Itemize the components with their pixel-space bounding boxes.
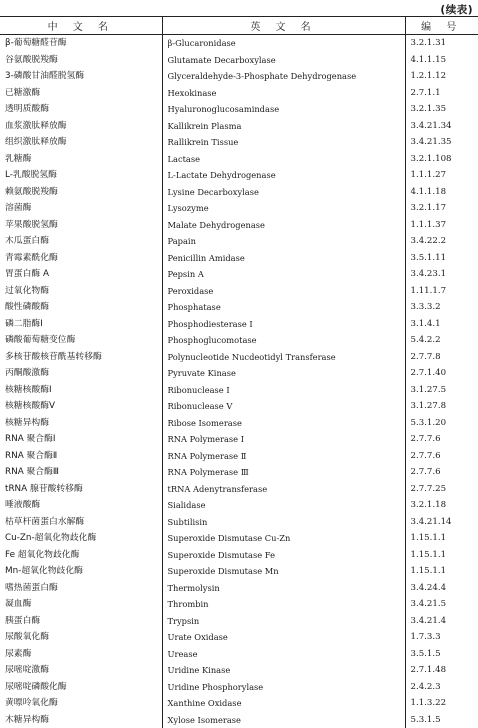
chinese-name-cell: 青霉素酰化酶 (0, 250, 162, 267)
enzyme-number-cell: 1.15.1.1 (405, 563, 478, 580)
table-row (0, 365, 478, 382)
chinese-name-cell: 已糖激酶 (0, 85, 162, 102)
table-row (0, 52, 478, 69)
enzyme-number-cell: 2.4.2.3 (405, 679, 478, 696)
chinese-name-cell: β-葡萄糖醛苷酶 (0, 35, 162, 52)
english-name-cell: Ribonuclease Ⅰ (162, 382, 405, 399)
chinese-name-cell: 丙酮酸激酶 (0, 365, 162, 382)
chinese-name-cell: 磷二脂酶Ⅰ (0, 316, 162, 333)
english-name-cell: Urease (162, 646, 405, 663)
chinese-name-cell: 唾液酸酶 (0, 497, 162, 514)
chinese-name-cell: 磷酸葡萄糖变位酶 (0, 332, 162, 349)
enzyme-number-cell: 1.11.1.7 (405, 283, 478, 300)
enzyme-number-cell: 3.4.21.14 (405, 514, 478, 531)
table-row (0, 167, 478, 184)
chinese-name-cell: 组织激肽释放酶 (0, 134, 162, 151)
chinese-name-cell: 核糖异构酶 (0, 415, 162, 432)
english-name-cell: Urate Oxidase (162, 629, 405, 646)
chinese-name-cell: Mn-超氧化物歧化酶 (0, 563, 162, 580)
continuation-label: (续表) (440, 2, 473, 17)
enzyme-number-cell: 2.7.7.6 (405, 448, 478, 465)
chinese-name-cell: 尿嘧啶激酶 (0, 662, 162, 679)
header-number: 编 号 (405, 17, 478, 35)
english-name-cell: Glutamate Decarboxylase (162, 52, 405, 69)
enzyme-number-cell: 1.1.1.37 (405, 217, 478, 234)
english-name-cell: Ribonuclease Ⅴ (162, 398, 405, 415)
english-name-cell: Superoxide Dismutase Mn (162, 563, 405, 580)
chinese-name-cell: 木糖异构酶 (0, 712, 162, 728)
chinese-name-cell: 黄嘌呤氧化酶 (0, 695, 162, 712)
table-row (0, 448, 478, 465)
enzyme-number-cell: 3.4.21.34 (405, 118, 478, 135)
header-row (0, 17, 478, 35)
enzyme-number-cell: 5.3.1.20 (405, 415, 478, 432)
table-row (0, 299, 478, 316)
table-row (0, 316, 478, 333)
table-row (0, 712, 478, 728)
english-name-cell: Ribose Isomerase (162, 415, 405, 432)
english-name-cell: Lysozyme (162, 200, 405, 217)
enzyme-number-cell: 3.2.1.35 (405, 101, 478, 118)
english-name-cell: Papain (162, 233, 405, 250)
english-name-cell: Hexokinase (162, 85, 405, 102)
enzyme-number-cell: 3.1.4.1 (405, 316, 478, 333)
table-row (0, 101, 478, 118)
header-chinese-name: 中 文 名 (0, 17, 162, 35)
chinese-name-cell: 苹果酸脱氢酶 (0, 217, 162, 234)
table-row (0, 580, 478, 597)
english-name-cell: Superoxide Dismutase Cu-Zn (162, 530, 405, 547)
english-name-cell: Sialidase (162, 497, 405, 514)
enzyme-number-cell: 4.1.1.18 (405, 184, 478, 201)
table-row (0, 85, 478, 102)
table-header (0, 17, 478, 35)
english-name-cell: RNA Polymerase Ⅲ (162, 464, 405, 481)
chinese-name-cell: 尿素酶 (0, 646, 162, 663)
table-row (0, 613, 478, 630)
table-row (0, 563, 478, 580)
chinese-name-cell: 尿酸氧化酶 (0, 629, 162, 646)
english-name-cell: Pepsin A (162, 266, 405, 283)
enzyme-number-cell: 4.1.1.15 (405, 52, 478, 69)
table-row (0, 514, 478, 531)
chinese-name-cell: L-乳酸脱氢酶 (0, 167, 162, 184)
enzyme-table (0, 16, 478, 728)
english-name-cell: Rallikrein Tissue (162, 134, 405, 151)
enzyme-number-cell: 3.3.3.2 (405, 299, 478, 316)
header-english-name: 英 文 名 (162, 17, 405, 35)
table-row (0, 266, 478, 283)
table-row (0, 118, 478, 135)
english-name-cell: Superoxide Dismutase Fe (162, 547, 405, 564)
english-name-cell: Pyruvate Kinase (162, 365, 405, 382)
english-name-cell: Uridine Kinase (162, 662, 405, 679)
enzyme-number-cell: 3.1.27.8 (405, 398, 478, 415)
chinese-name-cell: RNA 聚合酶Ⅰ (0, 431, 162, 448)
english-name-cell: Trypsin (162, 613, 405, 630)
enzyme-number-cell: 3.4.23.1 (405, 266, 478, 283)
chinese-name-cell: 胃蛋白酶 A (0, 266, 162, 283)
chinese-name-cell: 3-磷酸甘油醛脱氢酶 (0, 68, 162, 85)
english-name-cell: β-Glucaronidase (162, 35, 405, 52)
chinese-name-cell: RNA 聚合酶Ⅲ (0, 464, 162, 481)
chinese-name-cell: tRNA 腺苷酸转移酶 (0, 481, 162, 498)
table-row (0, 596, 478, 613)
table-row (0, 679, 478, 696)
table-row (0, 134, 478, 151)
chinese-name-cell: 过氧化物酶 (0, 283, 162, 300)
enzyme-number-cell: 2.7.1.1 (405, 85, 478, 102)
enzyme-number-cell: 3.2.1.31 (405, 35, 478, 52)
enzyme-number-cell: 2.7.7.6 (405, 464, 478, 481)
table-row (0, 662, 478, 679)
english-name-cell: Phosphodiesterase Ⅰ (162, 316, 405, 333)
english-name-cell: Lysine Decarboxylase (162, 184, 405, 201)
chinese-name-cell: 多核苷酸核苷酰基转移酶 (0, 349, 162, 366)
enzyme-number-cell: 5.4.2.2 (405, 332, 478, 349)
chinese-name-cell: 凝血酶 (0, 596, 162, 613)
chinese-name-cell: 胰蛋白酶 (0, 613, 162, 630)
english-name-cell: Phosphatase (162, 299, 405, 316)
table-row (0, 464, 478, 481)
enzyme-number-cell: 2.7.7.6 (405, 431, 478, 448)
table-row (0, 349, 478, 366)
table-body (0, 35, 478, 728)
table-row (0, 629, 478, 646)
english-name-cell: Xylose Isomerase (162, 712, 405, 728)
english-name-cell: Uridine Phosphorylase (162, 679, 405, 696)
chinese-name-cell: 乳糖酶 (0, 151, 162, 168)
english-name-cell: RNA Polymerase Ⅱ (162, 448, 405, 465)
enzyme-number-cell: 1.1.1.27 (405, 167, 478, 184)
english-name-cell: L-Lactate Dehydrogenase (162, 167, 405, 184)
table-row (0, 283, 478, 300)
enzyme-number-cell: 1.15.1.1 (405, 530, 478, 547)
chinese-name-cell: 赖氨酸脱羧酶 (0, 184, 162, 201)
enzyme-number-cell: 3.4.21.5 (405, 596, 478, 613)
enzyme-number-cell: 2.7.7.25 (405, 481, 478, 498)
chinese-name-cell: 透明质酸酶 (0, 101, 162, 118)
enzyme-number-cell: 1.7.3.3 (405, 629, 478, 646)
table-row (0, 695, 478, 712)
table-row (0, 382, 478, 399)
enzyme-number-cell: 3.2.1.18 (405, 497, 478, 514)
enzyme-number-cell: 2.7.7.8 (405, 349, 478, 366)
table-row (0, 398, 478, 415)
english-name-cell: Xanthine Oxidase (162, 695, 405, 712)
chinese-name-cell: Cu-Zn-超氧化物歧化酶 (0, 530, 162, 547)
chinese-name-cell: 核糖核酸酶Ⅴ (0, 398, 162, 415)
table-row (0, 151, 478, 168)
table-row (0, 217, 478, 234)
chinese-name-cell: 木瓜蛋白酶 (0, 233, 162, 250)
enzyme-number-cell: 3.5.1.11 (405, 250, 478, 267)
english-name-cell: Polynucleotide Nucdeotidyl Transferase (162, 349, 405, 366)
table-row (0, 530, 478, 547)
enzyme-number-cell: 2.7.1.48 (405, 662, 478, 679)
enzyme-number-cell: 3.4.21.35 (405, 134, 478, 151)
chinese-name-cell: 酸性磷酸酶 (0, 299, 162, 316)
english-name-cell: Kallikrein Plasma (162, 118, 405, 135)
english-name-cell: Subtilisin (162, 514, 405, 531)
chinese-name-cell: 核糖核酸酶Ⅰ (0, 382, 162, 399)
table-row (0, 184, 478, 201)
chinese-name-cell: 枯草杆菌蛋白水解酶 (0, 514, 162, 531)
table-row (0, 68, 478, 85)
chinese-name-cell: Fe 超氧化物歧化酶 (0, 547, 162, 564)
english-name-cell: Peroxidase (162, 283, 405, 300)
table-row (0, 431, 478, 448)
table-row (0, 250, 478, 267)
chinese-name-cell: 嗜热菌蛋白酶 (0, 580, 162, 597)
enzyme-number-cell: 3.1.27.5 (405, 382, 478, 399)
english-name-cell: Thermolysin (162, 580, 405, 597)
english-name-cell: Thrombin (162, 596, 405, 613)
table-row (0, 497, 478, 514)
chinese-name-cell: 溶菌酶 (0, 200, 162, 217)
english-name-cell: Lactase (162, 151, 405, 168)
english-name-cell: Penicillin Amidase (162, 250, 405, 267)
enzyme-number-cell: 3.5.1.5 (405, 646, 478, 663)
enzyme-number-cell: 1.1.3.22 (405, 695, 478, 712)
chinese-name-cell: 血浆激肽释放酶 (0, 118, 162, 135)
table-row (0, 35, 478, 52)
enzyme-number-cell: 3.4.22.2 (405, 233, 478, 250)
enzyme-number-cell: 3.4.21.4 (405, 613, 478, 630)
table-row (0, 547, 478, 564)
english-name-cell: RNA Polymerase Ⅰ (162, 431, 405, 448)
table-row (0, 200, 478, 217)
enzyme-number-cell: 1.2.1.12 (405, 68, 478, 85)
chinese-name-cell: 尿嘧啶磷酸化酶 (0, 679, 162, 696)
english-name-cell: Malate Dehydrogenase (162, 217, 405, 234)
english-name-cell: Hyaluronoglucosamindase (162, 101, 405, 118)
enzyme-number-cell: 1.15.1.1 (405, 547, 478, 564)
english-name-cell: Phosphoglucomotase (162, 332, 405, 349)
chinese-name-cell: RNA 聚合酶Ⅱ (0, 448, 162, 465)
enzyme-number-cell: 2.7.1.40 (405, 365, 478, 382)
table-row (0, 233, 478, 250)
table-row (0, 415, 478, 432)
english-name-cell: Glyceraldehyde-3-Phosphate Dehydrogenase (162, 68, 405, 85)
enzyme-number-cell: 3.2.1.17 (405, 200, 478, 217)
enzyme-number-cell: 3.4.24.4 (405, 580, 478, 597)
table-row (0, 646, 478, 663)
chinese-name-cell: 谷氨酸脱羧酶 (0, 52, 162, 69)
table-row (0, 332, 478, 349)
enzyme-number-cell: 3.2.1.108 (405, 151, 478, 168)
table-row (0, 481, 478, 498)
english-name-cell: tRNA Adenytransferase (162, 481, 405, 498)
enzyme-number-cell: 5.3.1.5 (405, 712, 478, 728)
